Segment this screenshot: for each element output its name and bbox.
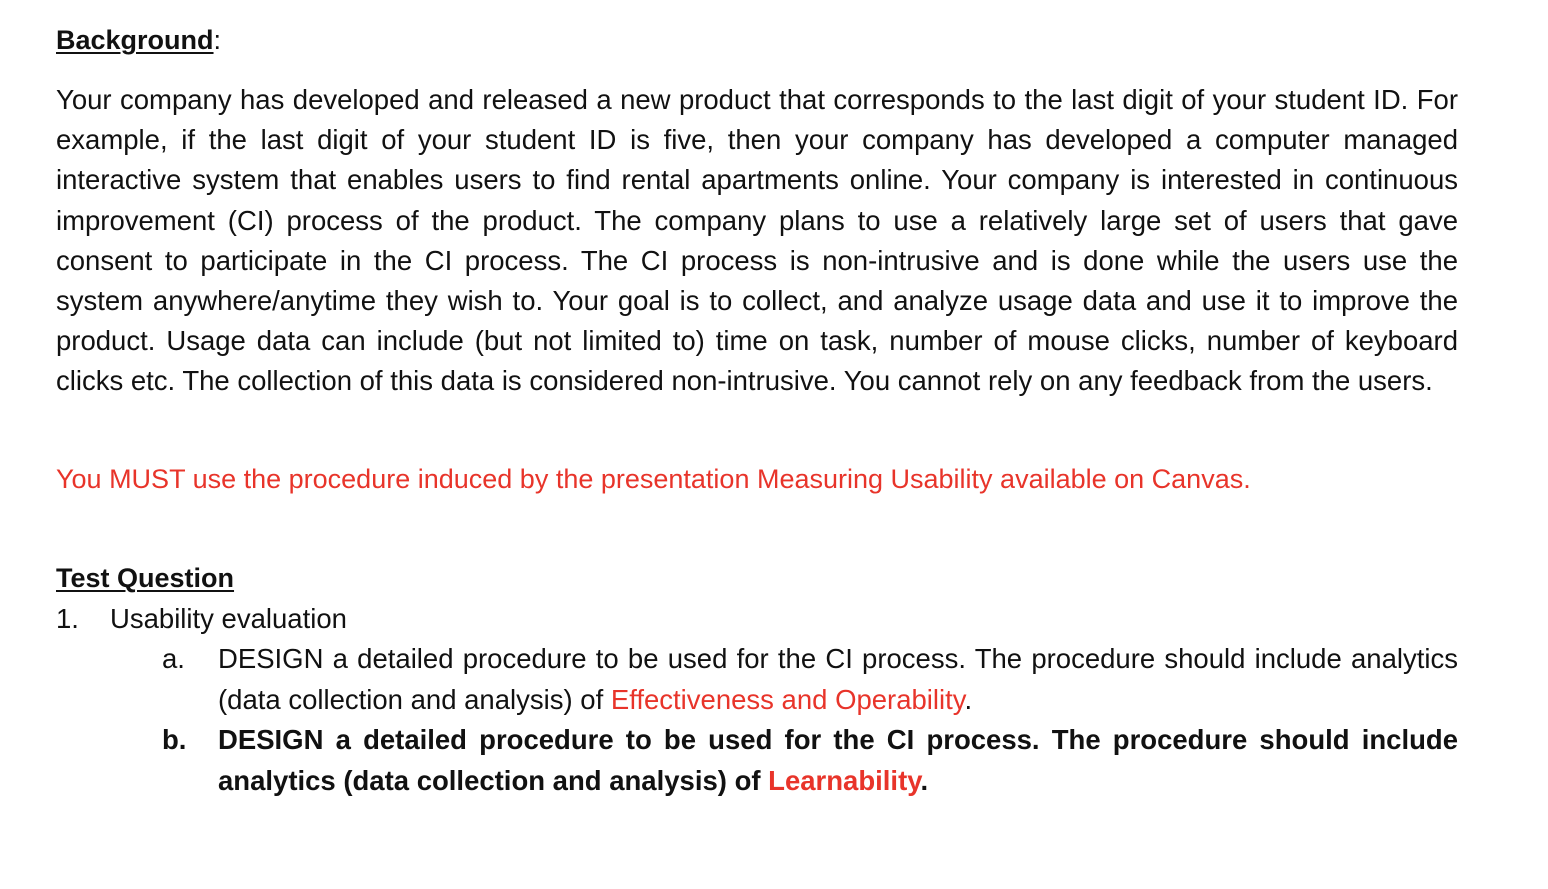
question-item-label: Usability evaluation [110,603,347,634]
background-heading [56,23,221,57]
subitem-b-end: . [920,764,929,796]
question-item-number: 1. [56,603,79,634]
background-heading-colon: : [213,25,222,55]
subitem-b-text: DESIGN a detailed procedure to be used for the CI process. The procedure should include analytics (data collection and analysis) of [218,724,1458,796]
subitem-a-highlight: Effectiveness and Operability [610,683,965,715]
subitem-b-body [218,720,1458,801]
background-heading-text: Background [56,25,214,55]
subitem-b-highlight: Learnability [768,764,921,796]
subitem-a [162,639,1458,720]
canvas-notice: You MUST use the procedure induced by the presentation Measuring Usability available on Canvas. [56,464,1251,494]
test-question-heading-text: Test Question [56,563,235,593]
subitem-a-marker: a. [162,643,185,674]
question-item-1 [56,601,347,637]
subitem-a-text: DESIGN a detailed procedure to be used for the CI process. The procedure should include analytics (data collection and analysis) of [218,643,1458,715]
subitem-a-body [218,639,1458,720]
test-question-heading [56,561,234,595]
subitem-a-end: . [964,683,973,715]
subitem-b [162,720,1458,801]
subitem-b-marker: b. [162,724,187,755]
background-paragraph: Your company has developed and released a new product that corresponds to the last digit of your student ID. For example, if the last digit of your student ID is five, then your company has developed a computer managed interactive system that enables users to find rental apartments online. Your company is interested in continuous improvement (CI) process of the product. The company plans to use a relatively large set of users that gave consent to participate in the CI process. The CI process is non-intrusive and is done while the users use the system anywhere/anytime they wish to. Your goal is to collect, and analyze usage data and use it to improve the product. Usage data can include (but not limited to) time on task, number of mouse clicks, number of keyboard clicks etc. The collection of this data is considered non-intrusive. You cannot rely on any feedback from the users. [56,84,1458,397]
